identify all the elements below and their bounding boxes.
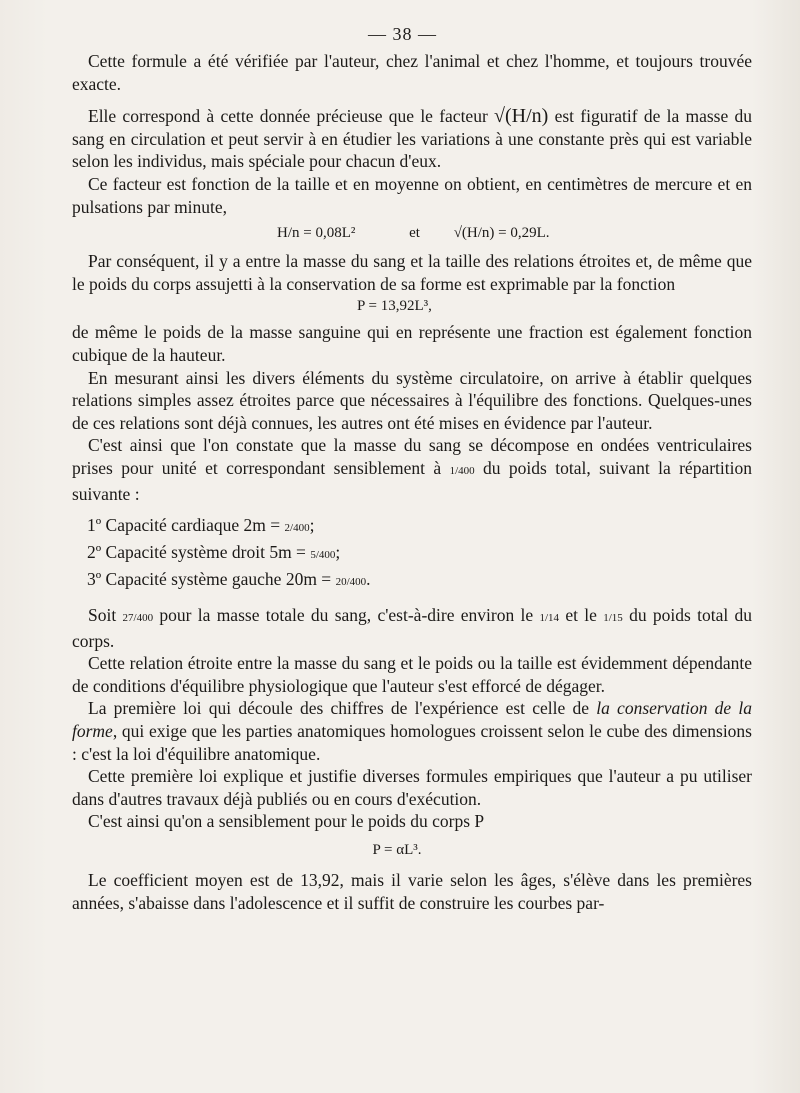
text-run: pour la masse totale du sang, c'est-à-dire environ le (153, 605, 540, 626)
paragraph: Cette formule a été vérifiée par l'auteur, chez l'animal et chez l'homme, et toujours trouvée exacte. (72, 51, 752, 94)
list-item (72, 567, 752, 594)
list-item-end: ; (309, 515, 315, 536)
text-run: Elle correspond à cette donnée précieuse que le facteur (88, 106, 495, 127)
text-run: du poids total du corps. (72, 605, 752, 651)
page-number: — 38 — (368, 24, 437, 44)
paragraph: En mesurant ainsi les divers éléments du système circulatoire, on arrive à établir quelques relations simples assez étroites parce que nécessaires à l'équilibre des fonctions. Quelques-unes de ces relations sont déjà connues, les autres ont été mises en évidence par l'auteur. (72, 367, 752, 433)
fraction: 2/400 (284, 522, 310, 535)
formula-alpha: P = αL³. (372, 842, 422, 859)
text-run: du poids total, suivant la répartition suivante : (72, 457, 752, 504)
text-run: Soit (88, 605, 123, 626)
fraction: 5/400 (310, 549, 336, 562)
paragraph (72, 105, 752, 173)
paragraph: Cette relation étroite entre la masse du sang et le poids ou la taille est évidemment dépendante de conditions d'équilibre physiologique que l'auteur s'est efforcé de dégager. (72, 653, 752, 696)
paragraph (72, 604, 752, 652)
fraction: 1/15 (603, 612, 623, 625)
list-item-label: 2º Capacité système droit 5m = (87, 542, 311, 563)
paragraph: C'est ainsi qu'on a sensiblement pour le poids du corps P (88, 811, 485, 832)
paragraph: Ce facteur est fonction de la taille et en moyenne on obtient, en centimètres de mercure et en pulsations par minute, (72, 173, 752, 217)
formula-weight: P = 13,92L³, (357, 298, 432, 315)
paragraph (72, 697, 752, 765)
formula-right: √(H/n) = 0,29L. (453, 225, 550, 242)
fraction: 27/400 (122, 612, 154, 625)
paragraph: Le coefficient moyen est de 13,92, mais il varie selon les âges, s'élève dans les premières années, s'abaisse dans l'adolescence et il suffit de construire les courbes par- (72, 870, 752, 913)
list-item-end: . (366, 569, 371, 590)
factor-formula: √(H/n) (494, 105, 549, 128)
formula-left: H/n = 0,08L² (277, 225, 356, 242)
list-item-end: ; (335, 542, 341, 563)
text-run: C'est ainsi que l'on constate que la masse du sang se décompose en ondées ventriculaires prises pour unité et correspondant sensiblement à (72, 435, 752, 478)
paragraph (72, 434, 752, 505)
paragraph: Par conséquent, il y a entre la masse du sang et la taille des relations étroites et, de même que le poids du corps assujetti à la conservation de sa forme est exprimable par la fonction (72, 251, 752, 294)
text-run: La première loi qui découle des chiffres de l'expérience est celle de (88, 698, 597, 719)
list-item-label: 1º Capacité cardiaque 2m = (87, 515, 285, 536)
emphasis-text: la conservation de la forme (72, 698, 753, 742)
fraction: 1/400 (449, 464, 475, 477)
formula-line (72, 218, 752, 250)
paragraph: Cette première loi explique et justifie diverses formules empiriques que l'auteur a pu utiliser dans d'autres travaux déjà publiés ou en cours d'exécution. (72, 766, 752, 809)
list-item (72, 540, 752, 567)
fraction: 1/14 (539, 612, 560, 625)
capacity-list (72, 513, 752, 594)
text-run: , qui exige que les parties anatomiques homologues croissent selon le cube des dimensions : c'est la loi d'équilibre anatomique. (72, 721, 752, 764)
paragraph: de même le poids de la masse sanguine qui en représente une fraction est également fonction cubique de la hauteur. (72, 322, 752, 365)
formula-et: et (409, 225, 420, 242)
text-run: et le (559, 605, 604, 626)
text-run: est figuratif de la masse du sang en circulation et peut servir à en étudier les variations à une constante près qui est variable selon les individus, mais spéciale pour chacun d'eux. (72, 106, 752, 172)
list-item (72, 513, 752, 540)
list-item-label: 3º Capacité système gauche 20m = (87, 569, 336, 590)
fraction: 20/400 (335, 576, 367, 589)
